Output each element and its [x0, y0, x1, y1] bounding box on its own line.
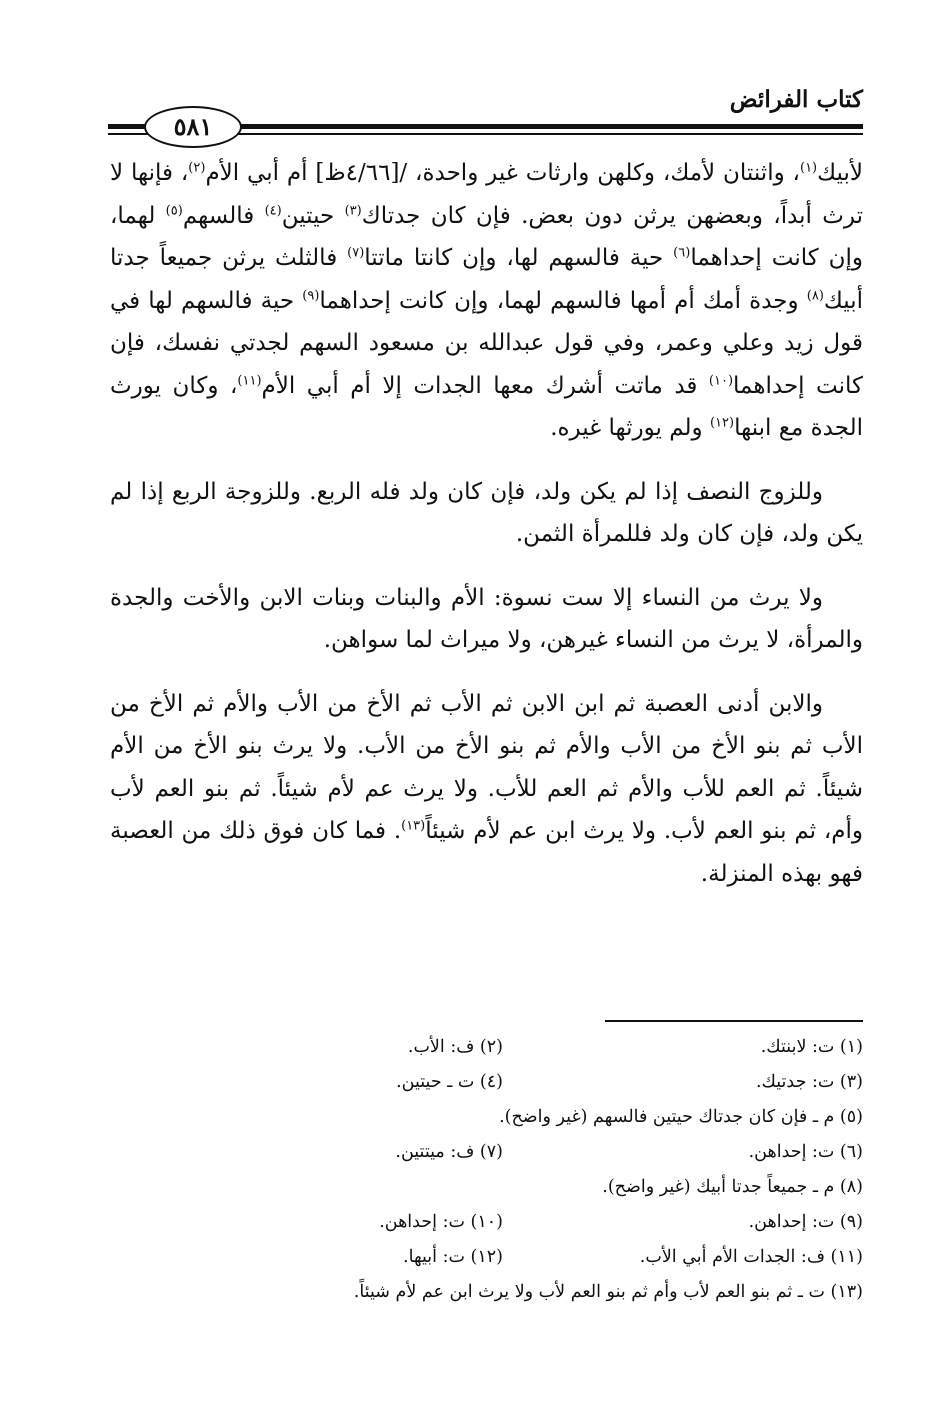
footnote-10: (١٠) ت: إحداهن. [379, 1212, 503, 1232]
footnote-9: (٩) ت: إحداهن. [748, 1212, 863, 1232]
footnote-5: (٥) م ـ فإن كان جدتاك حيتين فالسهم (غير واضح). [499, 1107, 863, 1127]
footnote-row [210, 1205, 863, 1240]
footnote-1: (١) ت: لابنتك. [760, 1037, 863, 1057]
text-span: ، فإنها لا ترث أبداً، وبعضهن يرثن دون بعض. فإن كان جدتاك [110, 160, 864, 229]
footnote-row [210, 1030, 863, 1065]
footnote-12: (١٢) ت: أبيها. [403, 1247, 503, 1267]
footnote-marker-2: (٢) [188, 160, 206, 176]
text-span: والابن أدنى العصبة ثم ابن الابن ثم الأب ثم الأخ من الأب والأم ثم الأخ من الأب ثم بنو الأخ من الأب والأم ثم بنو الأخ من الأب. ولا يرث بنو الأخ من الأم شيئاً. ثم العم للأب والأم ثم العم للأب. ولا يرث عم لأم شيئاً. ثم بنو العم لأب وأم، ثم بنو العم لأب. ولا يرث ابن عم لأم شيئاً [110, 690, 863, 844]
paragraph-3: ولا يرث من النساء إلا ست نسوة: الأم والبنات وبنات الابن والأخت والجدة والمرأة، لا يرث من النساء غيرهن، ولا ميراث لما سواهن. [110, 584, 863, 653]
footnote-13: (١٣) ت ـ ثم بنو العم لأب وأم ثم بنو العم لأب ولا يرث ابن عم لأم شيئاً. [353, 1282, 863, 1302]
footnote-3: (٣) ت: جدتيك. [755, 1072, 863, 1092]
text-span: قد ماتت أشرك معها الجدات إلا أم أبي الأم [261, 372, 709, 399]
footnotes [210, 1030, 863, 1310]
footnote-marker-1: (١) [799, 160, 818, 176]
paragraph-2: وللزوج النصف إذا لم يكن ولد، فإن كان ولد فله الربع. وللزوجة الربع إذا لم يكن ولد، فإن كان ولد فللمرأة الثمن. [110, 478, 863, 547]
footnote-marker-10: (١٠) [708, 372, 734, 388]
footnote-row [210, 1065, 863, 1100]
page-number: ٥٨١ [144, 106, 242, 148]
paragraph-4 [110, 683, 863, 896]
footnote-8: (٨) م ـ جميعاً جدتا أبيك (غير واضح). [602, 1177, 863, 1197]
footnote-marker-3: (٣) [344, 202, 362, 218]
footnote-6: (٦) ت: إحداهن. [748, 1142, 863, 1162]
text-span: . فما كان فوق ذلك من العصبة فهو بهذه المنزلة. [110, 818, 863, 887]
text-span: ، وكان يورث الجدة مع ابنها [110, 372, 863, 441]
footnote-row [210, 1240, 863, 1275]
footnote-marker-12: (١٢) [709, 415, 735, 431]
page-header [108, 78, 863, 146]
footnote-4: (٤) ت ـ حيتين. [396, 1072, 503, 1092]
footnote-marker-8: (٨) [806, 287, 824, 303]
footnote-marker-11: (١١) [237, 372, 262, 388]
footnote-marker-7: (٧) [347, 245, 365, 261]
footnote-marker-4: (٤) [264, 202, 282, 218]
text-span: فالسهم [182, 202, 265, 229]
footnote-11: (١١) ف: الجدات الأم أبي الأب. [639, 1247, 863, 1267]
footnote-marker-13: (١٣) [401, 818, 426, 834]
footnote-marker-9: (٩) [302, 287, 320, 303]
footnote-marker-5: (٥) [165, 202, 183, 218]
footnote-separator [605, 1020, 863, 1022]
text-span: وجدة أمك أم أمها فالسهم لهما، وإن كانت إحداهما [319, 287, 807, 314]
paragraph-1 [110, 152, 863, 450]
text-span: حية فالسهم لها، وإن كانتا ماتتا [364, 245, 674, 271]
footnote-marker-6: (٦) [673, 245, 691, 261]
text-span: لهما، وإن كانت إحداهما [110, 202, 863, 271]
text-span: حيتين [281, 202, 345, 229]
text-span: ولم يورثها غيره. [550, 415, 710, 441]
footnote-2: (٢) ف: الأب. [407, 1037, 503, 1057]
text-span: فالثلث يرثن جميعاً جدتا أبيك [110, 245, 864, 314]
main-text [110, 152, 863, 916]
text-span: لأبيك [817, 160, 863, 186]
footnote-7: (٧) ف: ميتتين. [395, 1142, 503, 1162]
book-title: كتاب الفرائض [729, 86, 863, 113]
text-span: ، واثنتان لأمك، وكلهن وارثات غير واحدة، /[٤/٦٦ظ] أم أبي الأم [205, 160, 800, 186]
footnote-row [210, 1135, 863, 1170]
text-span: حية فالسهم لها في قول زيد وعلي وعمر، وفي قول عبدالله بن مسعود السهم لجدتي نفسك، فإن كانت إحداهما [110, 287, 863, 399]
